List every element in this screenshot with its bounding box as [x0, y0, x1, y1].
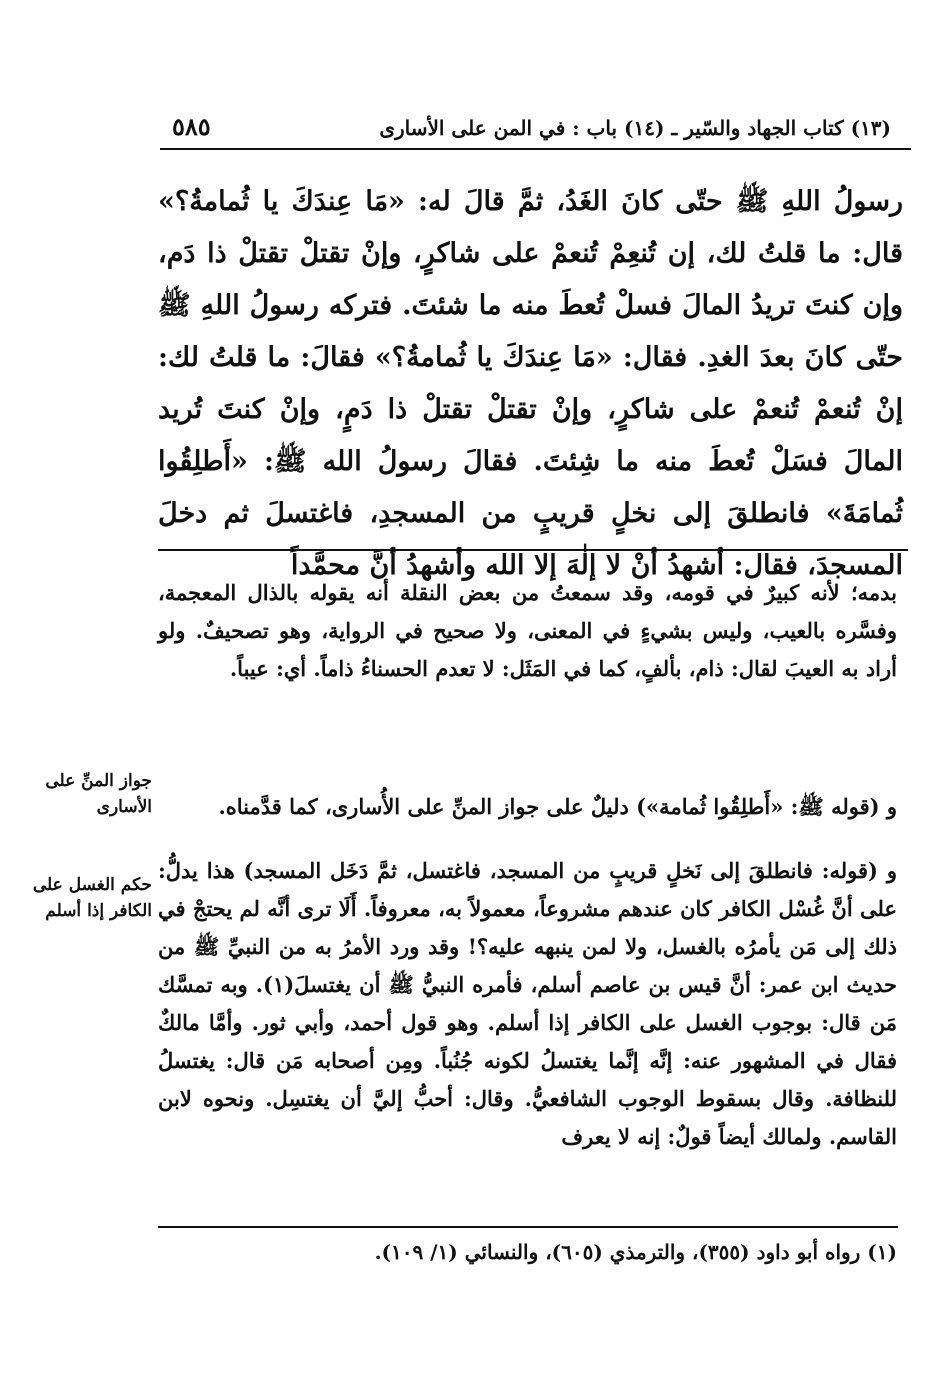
page-header [160, 112, 911, 150]
page-number: ٥٨٥ [172, 112, 211, 141]
main-divider [158, 549, 908, 551]
commentary-paragraph: بدمه؛ لأنه كبيرٌ في قومه، وقد سمعتُ من بعض النقلة أنه يقوله بالذال المعجمة، وفسَّره بالعيب، وليس بشيءٍ في المعنى، ولا صحيح في الرواية، وهو تصحيفٌ. ولو أراد به العيبَ لقال: ذام، بألفٍ، كما في المَثَل: لا تعدم الحسناءُ ذاماً. أي: عيباً. [158, 580, 897, 681]
footnote-divider [158, 1226, 898, 1228]
main-text: رسولُ اللهِ ﷺ حتّى كانَ الغَدُ، ثمَّ قالَ له: «مَا عِندَكَ يا ثُمامةُ؟» قال: ما قلتُ لك، إن تُنعِمْ تُنعمْ على شاكرٍ، وإنْ تقتلْ تقتلْ ذا دَم، وإن كنتَ تريدُ المالَ فسلْ تُعطَ منه ما شئتَ. فتركه رسولُ اللهِ ﷺ حتّى كانَ بعدَ الغدِ. فقال: «مَا عِندَكَ يا ثُمامةُ؟» فقالَ: ما قلتُ لك: إنْ تُنعمْ تُنعمْ على شاكرٍ، وإنْ تقتلْ تقتلْ ذا دَمٍ، وإنْ كنتَ تُريد المالَ فسَلْ تُعطَ منه ما شِئتَ. فقالَ رسولُ الله ﷺ: «أَطلِقُوا ثُمامَةَ» فانطلقَ إلى نخلٍ قريبٍ من المسجدِ، فاغتسلَ ثم دخلَ المسجدَ، فقال: أشهدُ أنْ لا إلٰهَ إلا الله وأشهدُ أنَّ محمَّداً [158, 186, 903, 581]
commentary-paragraph: و (قوله ﷺ: «أَطلِقُوا ثُمامة») دليلٌ على جواز المنِّ على الأُسارى، كما قدَّمناه. [218, 794, 897, 819]
margin-note: جواز المنِّ على الأسارى [45, 771, 152, 817]
commentary-paragraph: و (قوله: فانطلقَ إلى نَخلٍ قريبٍ من المسجد، فاغتسل، ثمَّ دَخَل المسجد) هذا يدلُّ: على أنَّ غُسْل الكافر كان عندهم مشروعاً، معمولاً به، معروفاً. أَلَا ترى أنَّه لم يحتجْ في ذلك إلى مَن يأمرُه بالغسل، ولا لمن ينبهه عليه؟! وقد ورد الأمرُ به من النبيِّ ﷺ من حديث ابن عمر: أنَّ قيس بن عاصم أسلم، فأمره النبيُّ ﷺ أن يغتسلَ(١). وبه تمسَّك مَن قال: بوجوب الغسل على الكافر إذا أسلم. وهو قول أحمد، وأبي ثور. وأمَّا مالكٌ فقال في المشهور عنه: إنَّه إنَّما يغتسلُ لكونه جُنُباً. ومِن أصحابه مَن قال: يغتسلُ للنظافة. وقال بسقوط الوجوب الشافعيُّ. وقال: أحبُّ إليَّ أن يغتسِل. ونحوه لابن القاسم. ولمالك أيضاً قولٌ: إنه لا يعرف [158, 858, 898, 1149]
margin-note: حكم الغسل على الكافر إذا أسلم [32, 875, 152, 921]
footnote: (١) رواه أبو داود (٣٥٥)، والترمذي (٦٠٥)، والنسائي (١/ ١٠٩). [374, 1240, 897, 1264]
running-title: (١٣) كتاب الجهاد والسّير ـ (١٤) باب : في المن على الأسارى [379, 116, 891, 140]
